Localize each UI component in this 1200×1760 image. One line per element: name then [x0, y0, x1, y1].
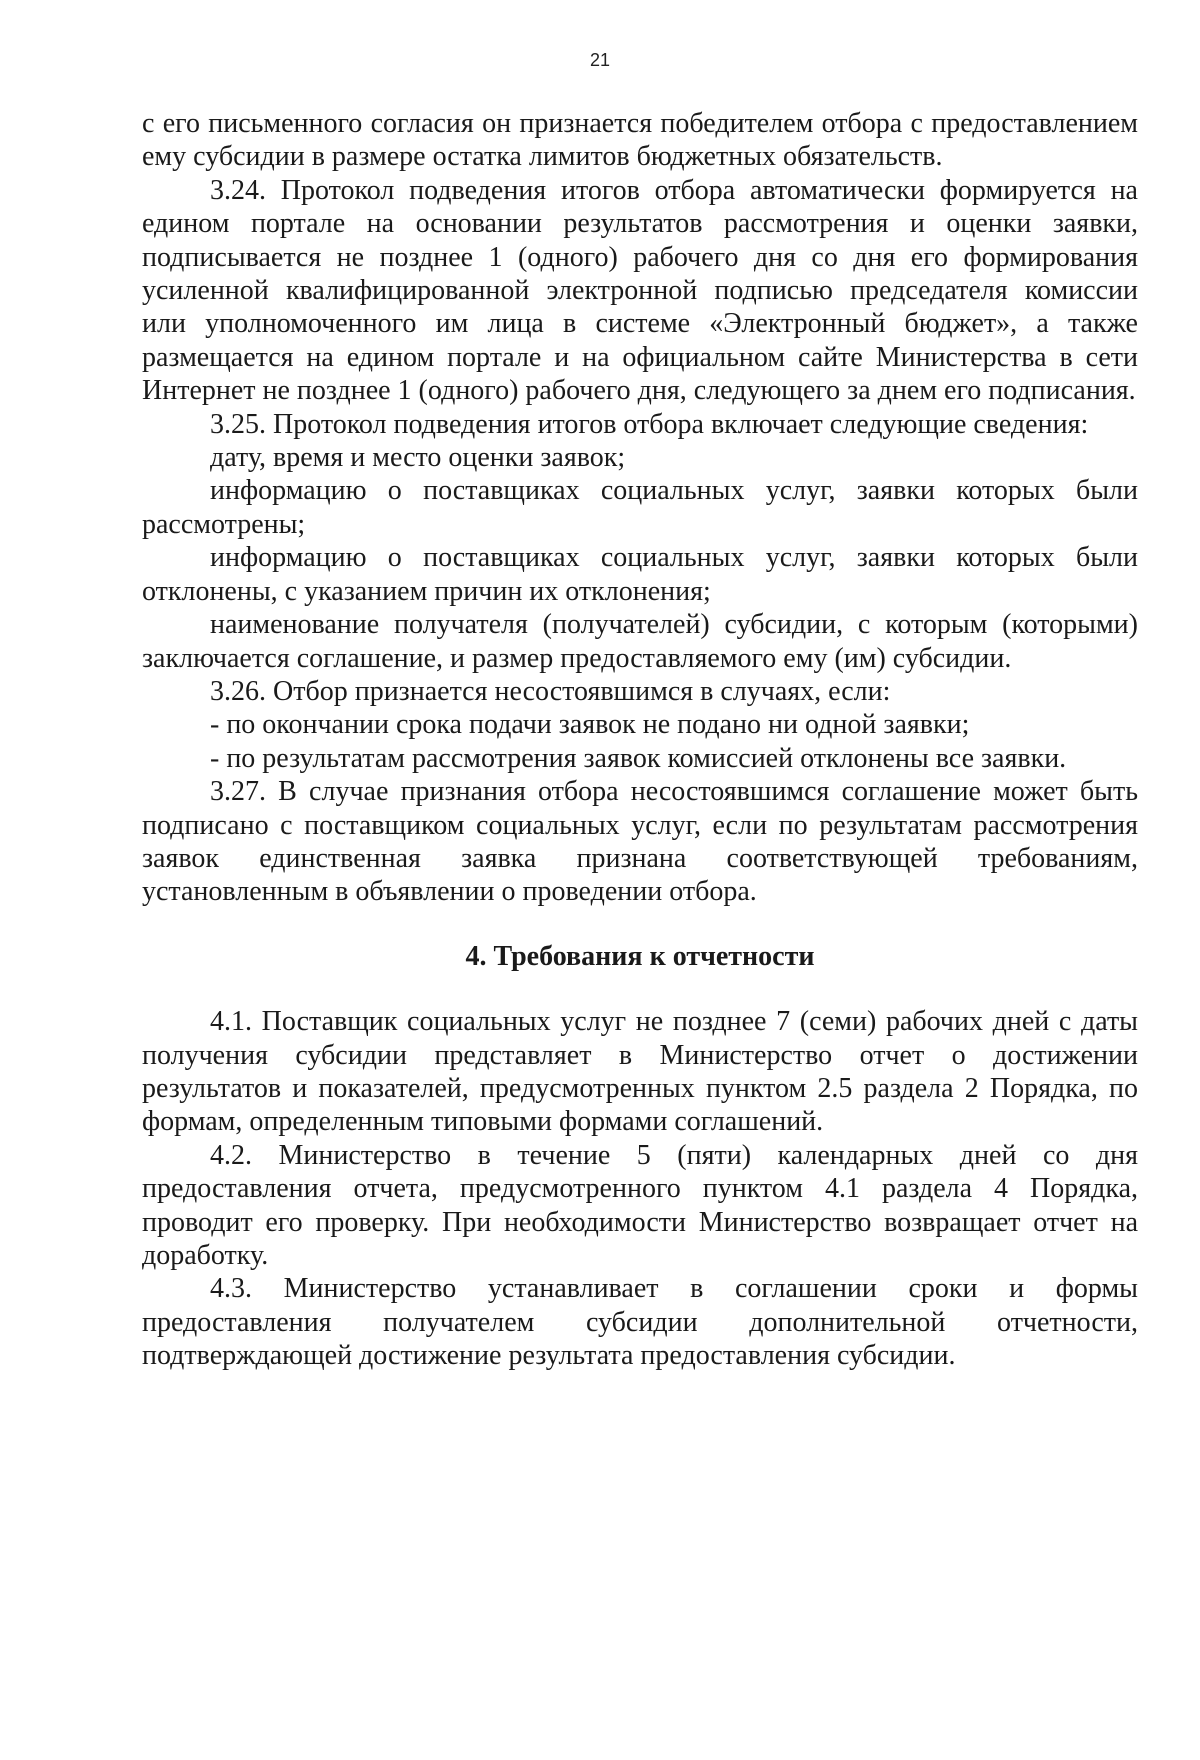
paragraph-4-3: 4.3. Министерство устанавливает в соглашении сроки и формы предоставления получателем субсидии дополнительной отчетности, подтверждающей достижение результата предоставления субсидии. — [142, 1273, 1138, 1372]
paragraph-4-1: 4.1. Поставщик социальных услуг не позднее 7 (семи) рабочих дней с даты получения субсидии представляет в Министерство отчет о достижении результатов и показателей, предусмотренных пунктом 2.5 раздела 2 Порядка, по формам, определенным типовыми формами соглашений. — [142, 1006, 1138, 1138]
paragraph-3-24: 3.24. Протокол подведения итогов отбора автоматически формируется на едином портале на основании результатов рассмотрения и оценки заявки, подписывается не позднее 1 (одного) рабочего дня со дня его формирования усиленной квалифицированной электронной подписью председателя комиссии или уполномоченного им лица в системе «Электронный бюджет», а также размещается на едином портале и на официальном сайте Министерства в сети Интернет не позднее 1 (одного) рабочего дня, следующего за днем его подписания. — [142, 174, 1138, 407]
list-item-rejected: информацию о поставщиках социальных услуг, заявки которых были отклонены, с указанием причин их отклонения; — [142, 542, 1138, 607]
list-item-recipient: наименование получателя (получателей) субсидии, с которым (которыми) заключается соглашение, и размер предоставляемого ему (им) субсидии. — [142, 609, 1138, 674]
paragraph-4-2: 4.2. Министерство в течение 5 (пяти) календарных дней со дня предоставления отчета, предусмотренного пунктом 4.1 раздела 4 Порядка, проводит его проверку. При необходимости Министерство возвращает отчет на доработку. — [142, 1139, 1138, 1271]
page-number: 21 — [589, 50, 611, 70]
paragraph-3-27: 3.27. В случае признания отбора несостоявшимся соглашение может быть подписано с поставщиком социальных услуг, если по результатам рассмотрения заявок единственная заявка признана соответствующей требованиям, установленным в объявлении о проведении отбора. — [142, 776, 1138, 908]
list-item-all-rejected: - по результатам рассмотрения заявок комиссией отклонены все заявки. — [210, 742, 1067, 774]
document-body — [142, 107, 1138, 1373]
list-item-date: дату, время и место оценки заявок; — [210, 442, 626, 474]
paragraph-3-25: 3.25. Протокол подведения итогов отбора включает следующие сведения: — [210, 408, 1089, 440]
paragraph-3-26: 3.26. Отбор признается несостоявшимся в случаях, если: — [210, 675, 891, 707]
paragraph-continuation: с его письменного согласия он признается победителем отбора с предоставлением ему субсидии в размере остатка лимитов бюджетных обязательств. — [142, 108, 1138, 173]
list-item-reviewed: информацию о поставщиках социальных услуг, заявки которых были рассмотрены; — [142, 475, 1138, 540]
list-item-no-applications: - по окончании срока подачи заявок не подано ни одной заявки; — [210, 709, 970, 741]
section-heading: 4. Требования к отчетности — [465, 940, 815, 972]
